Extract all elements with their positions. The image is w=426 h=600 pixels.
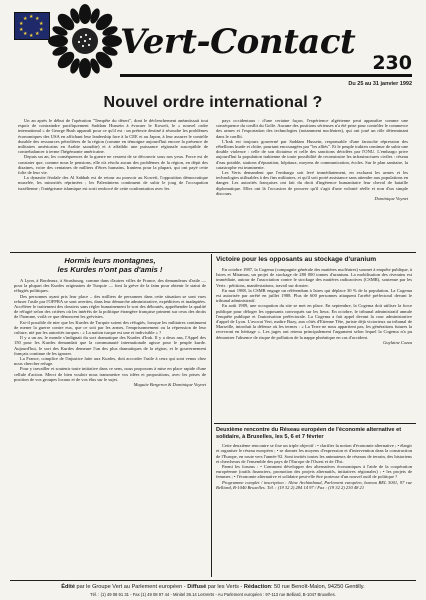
lead-paragraph: La dynastie féodale des Al Sabbah est de retour au pouvoir au Koweït, l'opposition démocratique muselée, les minorités réprimées ; les Palestiniens continuent de subir le joug de l'occupation israélienne ; l'intégrisme islamique est sorti renforcé de cette confrontation avec les (18, 175, 208, 191)
kurds-paragraph: A Lyon, à Bordeaux, à Strasbourg, comme dans d'autres villes de France, des demandeurs d'asile — pour la plupart des Kurdes originaires de Turquie — font la grève de la faim pour obtenir le statut de réfugiés politiques. (14, 278, 206, 294)
footer-label-edite: Édité (61, 584, 75, 590)
lead-paragraph: pays occidentaux : d'une certaine façon, l'expérience algérienne peut apparaître comme une conséquence du conflit du Golfe. Aucune des positions sérieuses n'a été prise pour contrôler le commerce des armes et l'exportation des technologies (notamment nucléaires), qui ont joué un rôle déterminant dans le conflit. (216, 118, 408, 139)
footer-text: par le Groupe Vert au Parlement européen - (76, 584, 186, 590)
kurds-headline-line2: les Kurdes n'ont pas d'amis ! (57, 265, 163, 274)
footer-label-redaction: Rédaction (243, 584, 271, 590)
economy-body (216, 443, 412, 490)
kurds-paragraph: Est-il possible de nier que les Kurdes de Turquie soient des réfugiés, lorsque les militaires continuent de mener la guerre contre eux, que ce soit par les armes, l'emprisonnement ou la répression de leur culture, nié par les autorités turques : « La nation turque est une et indivisible » ? (14, 319, 206, 336)
section-divider (10, 252, 416, 253)
kurds-signature: Maguite Bergeron & Dominique Voynet (133, 382, 206, 388)
economy-article (216, 427, 412, 577)
uranium-headline: Victoire pour les opposants au stockage d'uranium (216, 256, 377, 263)
footer-publisher-line (10, 584, 416, 590)
lead-article-col2 (216, 118, 408, 250)
uranium-article (216, 256, 412, 420)
economy-paragraph: Parmi les forums : • Comment développer des alternatives économiques à l'aide de la coopération européenne (outils financiers, promotion des projets alternatifs, initiatives régionales) ; • les projets de femmes ; • l'économie alternative et solidaire peut-elle être porteuse d'un nouvel outil de politique ? (216, 464, 412, 480)
uranium-body (216, 267, 412, 345)
kurds-article (14, 256, 206, 576)
lead-paragraph: Un an après le début de l'opération "Tempête du désert", dont le déclenchement anéantissait tout espoir de contraindre pacifiquement Saddam Hussein à évacuer le Koweït, le « nouvel ordre international » de George Bush apparaît pour ce qu'il est : un prétexte destiné à résoudre les problèmes économiques des USA en affichant leur leadership face à la CEE et au Japon, à leur assurer le contrôle durable des ressources pétrolières de la région (comme en témoigne aujourd'hui encore la présence de militaires américains en Arabie saoudite) et à affaiblir une puissance régionale susceptible de contrebalancer à terme l'hégémonie américaine. (18, 118, 208, 155)
uranium-paragraph: En octobre 1987, la Cogema (compagnie générale des matières nucléaires) soumet à enquête publique, à Istres et Miramas, un projet de stockage de 280 000 tonnes d'uranium. La mobilisation des riverains est immédiate, autour de l'association contre le stockage des matières radioactives (CSMR), soutenue par les Verts : pétitions, manifestations, travail sur dossier. (216, 267, 412, 288)
uranium-signature: Guylaine Cozza (383, 339, 412, 345)
sunflower-logo-icon (48, 4, 122, 78)
issue-date: Du 25 au 31 janvier 1992 (348, 81, 412, 87)
economy-paragraph: Cette deuxième rencontre se fixe un triple objectif : • clarifier la notion d'économie alternative ; • élargir et organiser le réseau européen ; • se donner les moyens d'expression et d'intervention dans la construction de l'Europe, en route vers l'année 92. Sont invités toutes les animateurs de réseaux de terrain, des historiens et chercheurs de l'ensemble des pays de l'Europe de l'Ouest et de l'Est. (216, 443, 412, 464)
kurds-paragraph: Pour y travailler et soutenir toute initiative dans ce sens, nous proposons à mise en place rapide d'une cellule d'action. Merci de bien vouloir nous transmettre vos idées et propositions, avec les prises de position de vos groupes locaux et de vos élus sur le sujet. (14, 366, 206, 382)
footer-contact-line: Tél. : (1) 49 08 91 31 - Fax (1) 49 08 97 44 - Minitel 36.14 LesVerts - Au Parlement européen : 97-113 rue Belliard, B-1047 Bruxelles. (90, 592, 336, 597)
kurds-body (14, 278, 206, 387)
footer-rule (10, 580, 416, 581)
newsletter-title: Vert-Contact (120, 22, 356, 62)
kurds-paragraph: Il y a un an, le monde s'indignait du sort dramatique des Kurdes d'Irak. Il y a deux ans, l'Appel des 150 pour les Kurdes demandait que la communauté internationale agisse pour le peuple kurde. Aujourd'hui, le sort des Kurdes demeure l'un des plus dramatiques de la région, et le gouvernement français continue de les ignorer. (14, 335, 206, 356)
masthead (0, 0, 426, 100)
footer-text: par les Verts - (207, 584, 243, 590)
kurds-paragraph: Des personnes ayant pris leur place – des milliers de personnes dans cette situation se sont vues refuser l'asile par l'OFPRA se sont averties, dans leur démarche administrative, expéditives et inadaptées. Accélérer le traitement des dossiers sans régler humainement le sort des déboutés, appréhender la qualité de réfugié selon des critères où les intérêts de la politique étrangère française priment sur ceux des droits de l'homme, voilà ce que dénoncent les grévistes. (14, 293, 206, 320)
lead-article-col1 (18, 118, 208, 250)
kurds-paragraph: La France, complice de l'injustice faite aux Kurdes, doit accorder l'asile à ceux qui sont venus chez nous chercher refuge. (14, 356, 206, 367)
economy-program-info: Programme complet / inscription : Aline Archimbaud, Parlement européen, bureau BEL 3001, 97 rue Belliard, B-1040 Bruxelles. Tél. : (19 32 2) 284 14 97 / Fax : (19 32 2) 230 48 21 (216, 479, 412, 490)
economy-headline: Deuxième rencontre du Réseau européen de l'économie alternative et solidaire, à Bruxelles, les 5, 6 et 7 février (216, 427, 402, 440)
lead-paragraph: L'Irak est toujours gouverné par Saddam Hussein, responsable d'une farouche répression des rébellions kurde et chiite, pourtant encouragées par "les alliés". Et le peuple irakien continue de subir une double violence : celle de son dictateur et celle des sanctions décidées par l'ONU. L'embargo prive aujourd'hui la population irakienne de toute possibilité de reconstruire les infrastructures civiles : réseau d'eau potable, stations d'épuration, hôpitaux, moyens de communication, écoles. Sur le plan sanitaire, la catastrophe est imminente. (216, 138, 408, 170)
footer-address: : 50 rue Benoît-Malon, 94250 Gentilly. (270, 584, 365, 590)
section-divider (214, 423, 416, 424)
kurds-headline-line1: Hormis leurs montagnes, (64, 256, 156, 265)
uranium-paragraph: En mai 1988, la CSMR engage un référendum à Istres qui déplace 30 % de la population. La Cogema est autorisée par arrêté en juillet 1988. Plus de 600 personnes attaquent l'arrêté préfectoral devant le tribunal administratif. (216, 287, 412, 304)
footer-label-diffuse: Diffusé (187, 584, 207, 590)
lead-headline: Nouvel ordre international ? (103, 94, 323, 111)
masthead-rule (120, 74, 412, 77)
lead-signature: Dominique Voynet (374, 196, 408, 202)
eu-flag-icon: ★ ★ ★ ★ ★ ★ ★ ★ ★ ★ (14, 12, 50, 40)
issue-number: 230 (372, 52, 412, 74)
uranium-paragraph: En août 1989, une occupation du site se met en place. En septembre, la Cogema doit utiliser la force publique pour déloger les opposants convoqués sur les lieux. En octobre, le tribunal administratif annule l'enquête publique et l'autorisation préfectorale. La Cogema a fait appel devant la cour administrative d'appel de Lyon. L'avocat Vert, maître Bazy, aux côtés d'Etienne Tête, juriste déjà victorieux au tribunal de Marseille, introduit la défense où les termes : « La Terre ne nous appartient pas, les générations futures la recevront en héritage ». Les juges ont retenu principalement l'argument selon lequel la Cogema n'a pu démontrer l'absence de risque de pollution de la nappe phréatique en cas d'accident. (216, 303, 412, 340)
lead-paragraph: Les Verts demandent que l'embargo soit levé immédiatement, en excluant les armes et les technologies utilisables à des fins militaires, et qu'il soit porté assistance sans attendre aux populations en danger. Les autorités françaises ont fait du droit d'ingérence humanitaire leur cheval de bataille diplomatique. Elles ont là l'occasion de prouver qu'il s'agit d'une volonté réelle et non d'un simple discours. (216, 170, 408, 196)
column-divider (211, 254, 212, 577)
lead-paragraph: Depuis un an, les conséquences de la guerre ne cessent de se découvrir sous nos yeux. Force est de constater que, comme nous le pensions, elle n'a résolu aucun des problèmes de la région, en dépit des dizaines, voire des centaines de milliers d'êtres humains, Iraniens pour la plupart, qui ont payé cette folie de leur vie. (18, 154, 208, 176)
